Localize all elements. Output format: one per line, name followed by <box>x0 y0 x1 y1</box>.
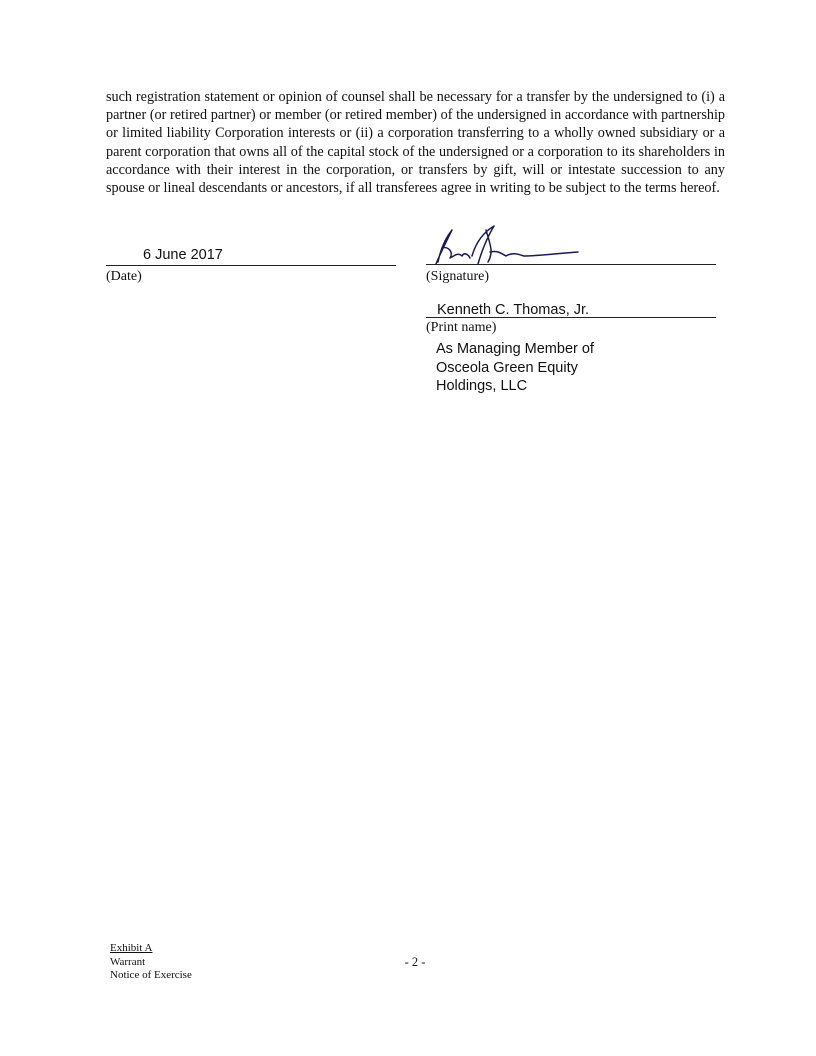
footer-notice: Notice of Exercise <box>110 969 192 981</box>
footer-exhibit-block <box>110 942 192 983</box>
date-value: 6 June 2017 <box>143 247 223 263</box>
footer-warrant: Warrant <box>110 955 146 968</box>
capacity-line: Holdings, LLC <box>436 378 528 394</box>
handwritten-signature <box>428 222 588 270</box>
capacity-line: As Managing Member of <box>436 341 594 357</box>
footer-exhibit: Exhibit A <box>110 942 153 954</box>
capacity-line: Osceola Green Equity <box>436 359 578 376</box>
signature-line <box>426 264 716 265</box>
print-name-value: Kenneth C. Thomas, Jr. <box>437 302 590 318</box>
page-number: - 2 - <box>404 955 426 969</box>
body-paragraph: such registration statement or opinion of counsel shall be necessary for a transfer by the undersigned to (i) a partner (or retired partner) or member (or retired member) of the undersigned in accordance with partnership or limited liability Corporation interests or (ii) a corporation transferring to a wholly owned subsidiary or a parent corporation that owns all of the capital stock of the undersigned or a corporation to its shareholders in accordance with their interest in the corporation, or transfers by gift, will or intestate succession to any spouse or lineal descendants or ancestors, if all transferees agree in writing to be subject to the terms hereof. <box>106 89 725 197</box>
print-name-line <box>426 317 716 318</box>
print-name-caption: (Print name) <box>426 320 497 335</box>
date-line <box>106 265 396 266</box>
capacity-block <box>436 340 594 396</box>
signature-caption: (Signature) <box>426 269 489 284</box>
date-caption: (Date) <box>106 269 142 284</box>
